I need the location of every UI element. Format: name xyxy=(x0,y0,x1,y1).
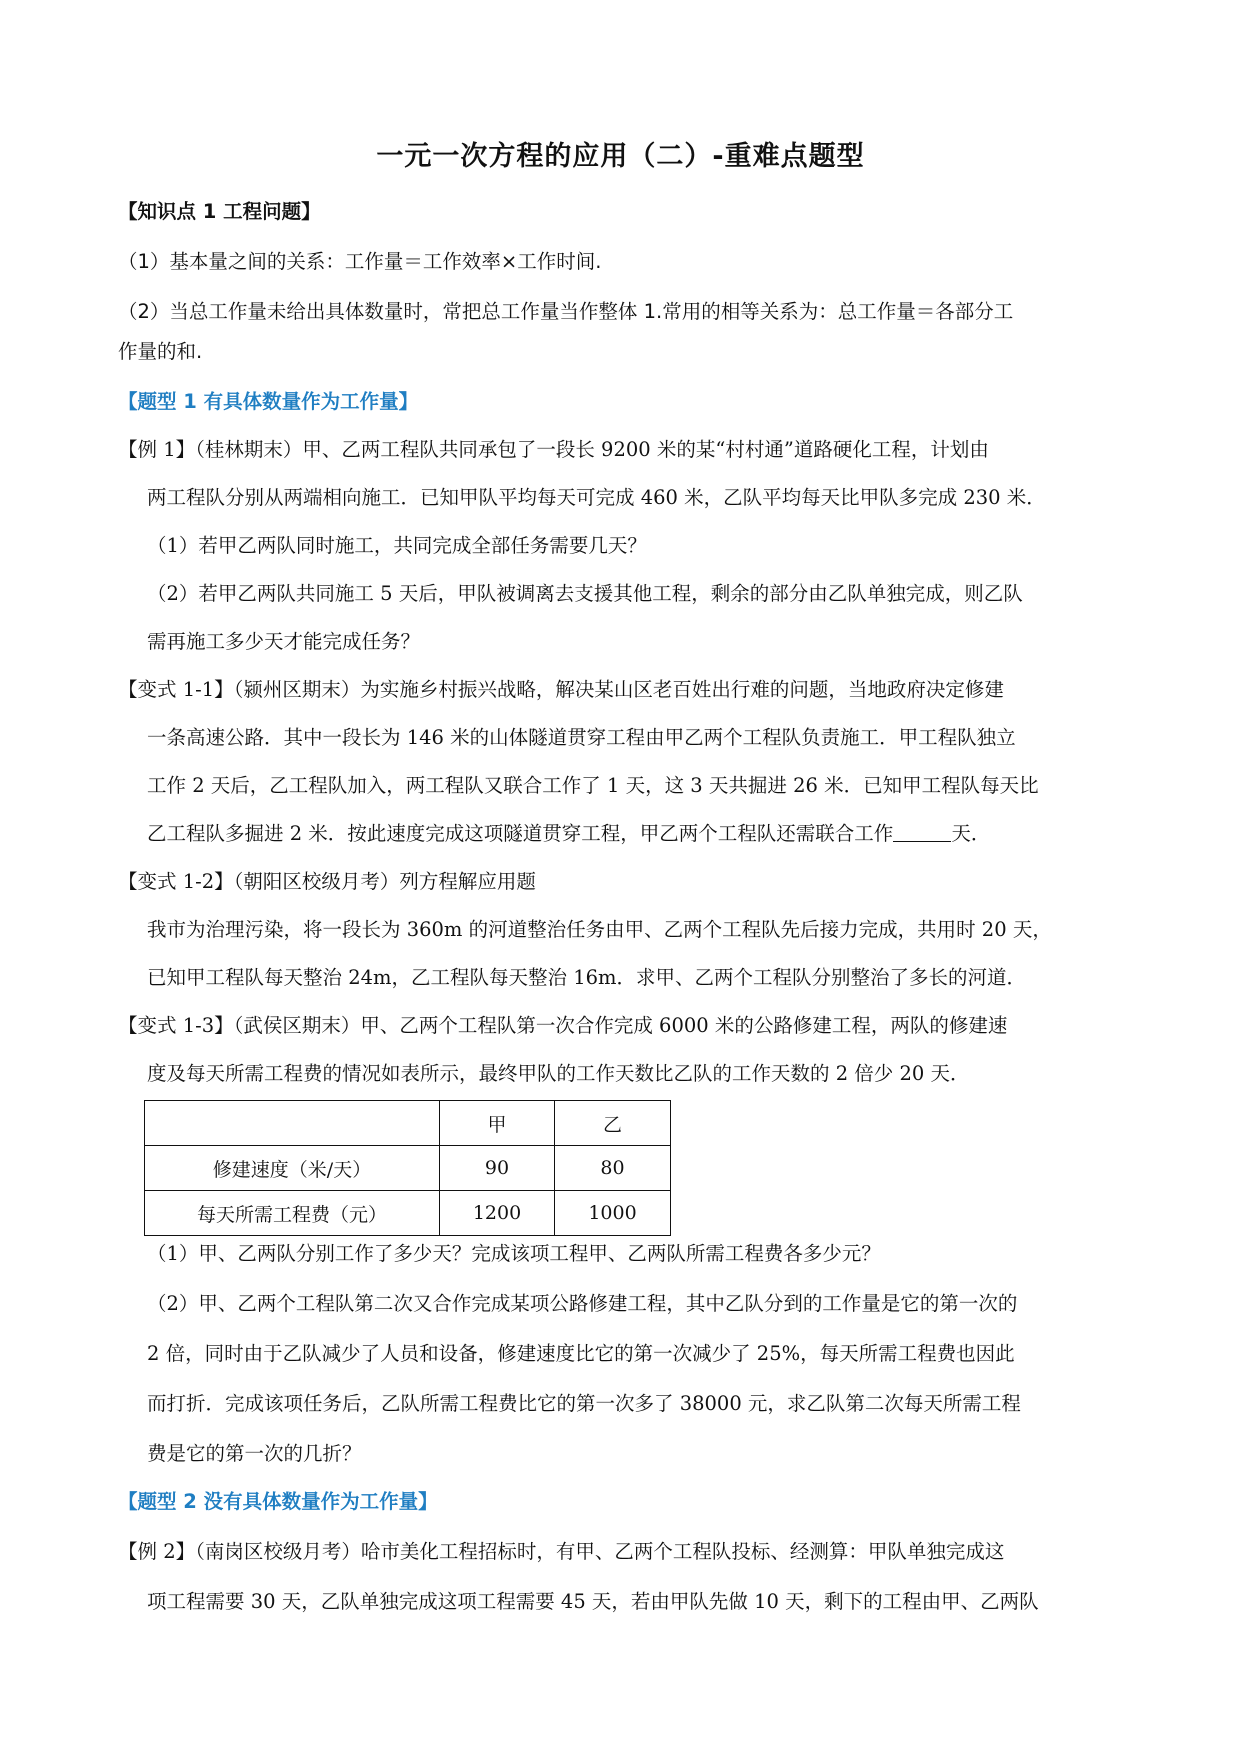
table-row xyxy=(145,1146,671,1191)
page-title: 一元一次方程的应用（二）-重难点题型 xyxy=(376,141,865,172)
table-header-row xyxy=(145,1101,671,1146)
variant11-line4-text: 乙工程队多掘进 2 米．按此速度完成这项隧道贯穿工程，甲乙两个工程队还需联合工作 xyxy=(147,822,894,845)
table-header-cell: 乙 xyxy=(555,1101,671,1146)
variant13-question1: （1）甲、乙两队分别工作了多少天？完成该项工程甲、乙两队所需工程费各多少元？ xyxy=(147,1242,881,1265)
variant13-question2-cont1: 2 倍，同时由于乙队减少了人员和设备，修建速度比它的第一次减少了 25%，每天所需工程费也因此 xyxy=(147,1342,1015,1365)
variant11-line4 xyxy=(147,820,990,848)
example2-line2: 项工程需要 30 天，乙队单独完成这项工程需要 45 天，若由甲队先做 10 天，剩下的工程由甲、乙两队 xyxy=(147,1590,1039,1613)
example1-line1: 【例 1】（桂林期末）甲、乙两工程队共同承包了一段长 9200 米的某“村村通”道路硬化工程，计划由 xyxy=(118,438,989,461)
variant13-question2: （2）甲、乙两个工程队第二次又合作完成某项公路修建工程，其中乙队分到的工作量是它的第一次的 xyxy=(147,1292,1018,1315)
example1-line2: 两工程队分别从两端相向施工．已知甲队平均每天可完成 460 米，乙队平均每天比甲队多完成 230 米． xyxy=(147,486,1046,509)
answer-blank[interactable] xyxy=(893,821,951,842)
table-header-cell: 甲 xyxy=(440,1101,555,1146)
type2-heading: 【题型 2 没有具体数量作为工作量】 xyxy=(118,1490,438,1513)
variant13-question2-cont3: 费是它的第一次的几折？ xyxy=(147,1442,362,1465)
variant13-line1: 【变式 1-3】（武侯区期末）甲、乙两个工程队第一次合作完成 6000 米的公路修建工程，两队的修建速 xyxy=(118,1014,1008,1037)
example1-question2: （2）若甲乙两队共同施工 5 天后，甲队被调离去支援其他工程，剩余的部分由乙队单独完成，则乙队 xyxy=(147,582,1023,605)
variant11-line2: 一条高速公路．其中一段长为 146 米的山体隧道贯穿工程由甲乙两个工程队负责施工．甲工程队独立 xyxy=(147,726,1016,749)
knowledge-point-1: （1）基本量之间的关系：工作量＝工作效率×工作时间. xyxy=(118,250,602,273)
knowledge-point-2: （2）当总工作量未给出具体数量时，常把总工作量当作整体 1.常用的相等关系为：总工作量＝各部分工 xyxy=(118,300,1014,323)
table-cell: 1200 xyxy=(440,1191,555,1236)
table-cell: 每天所需工程费（元） xyxy=(145,1191,440,1236)
table-cell: 1000 xyxy=(555,1191,671,1236)
table-cell: 90 xyxy=(440,1146,555,1191)
variant12-line2: 我市为治理污染，将一段长为 360m 的河道整治任务由甲、乙两个工程队先后接力完成，共用时 20 天， xyxy=(147,918,1052,941)
variant11-line4-end: 天． xyxy=(951,822,991,845)
variant13-line2: 度及每天所需工程费的情况如表所示，最终甲队的工作天数比乙队的工作天数的 2 倍少 20 天． xyxy=(147,1062,970,1085)
variant13-question2-cont2: 而打折．完成该项任务后，乙队所需工程费比它的第一次多了 38000 元，求乙队第二次每天所需工程 xyxy=(147,1392,1021,1415)
table-row xyxy=(145,1191,671,1236)
example1-question2-cont: 需再施工多少天才能完成任务？ xyxy=(147,630,421,653)
table-cell: 修建速度（米/天） xyxy=(145,1146,440,1191)
variant12-line1: 【变式 1-2】（朝阳区校级月考）列方程解应用题 xyxy=(118,870,536,893)
table-cell: 80 xyxy=(555,1146,671,1191)
knowledge-point-2-cont: 作量的和. xyxy=(118,340,203,363)
type1-heading: 【题型 1 有具体数量作为工作量】 xyxy=(118,390,419,413)
variant11-line1: 【变式 1-1】（颍州区期末）为实施乡村振兴战略，解决某山区老百姓出行难的问题，当地政府决定修建 xyxy=(118,678,1004,701)
work-table xyxy=(144,1100,671,1236)
table-header-cell xyxy=(145,1101,440,1146)
variant11-line3: 工作 2 天后，乙工程队加入，两工程队又联合工作了 1 天，这 3 天共掘进 26 米．已知甲工程队每天比 xyxy=(147,774,1039,797)
variant12-line3: 已知甲工程队每天整治 24m，乙工程队每天整治 16m．求甲、乙两个工程队分别整治了多长的河道． xyxy=(147,966,1027,989)
example2-line1: 【例 2】（南岗区校级月考）哈市美化工程招标时，有甲、乙两个工程队投标、经测算：甲队单独完成这 xyxy=(118,1540,1005,1563)
knowledge-heading: 【知识点 1 工程问题】 xyxy=(118,200,321,223)
example1-question1: （1）若甲乙两队同时施工，共同完成全部任务需要几天？ xyxy=(147,534,647,557)
